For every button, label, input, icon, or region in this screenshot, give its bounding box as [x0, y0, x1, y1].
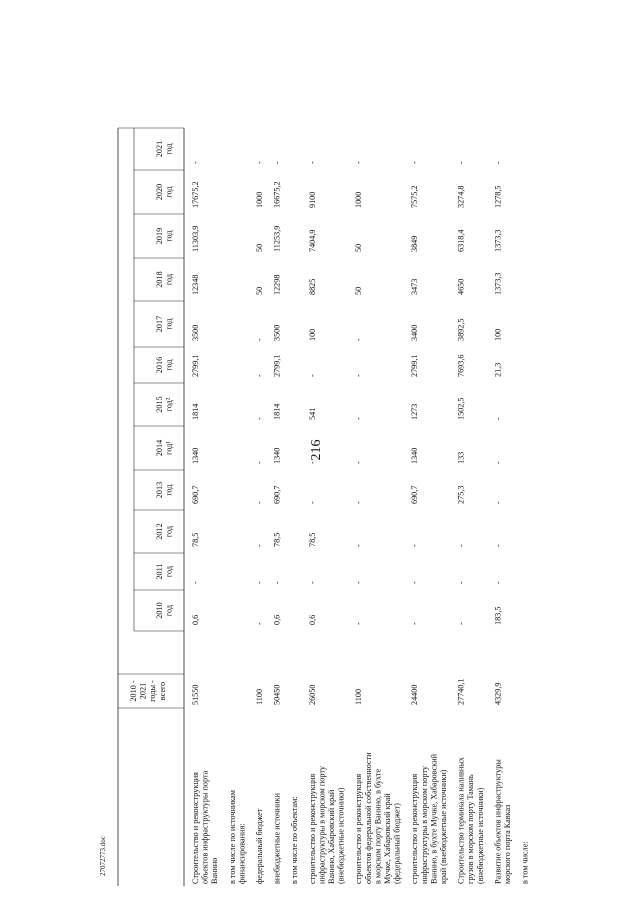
row-label-3: внебюджетные источники: [272, 793, 282, 884]
row-5-cell-7: -: [307, 374, 317, 377]
row-5-cell-12: -: [307, 161, 317, 164]
row-0-cell-2: -: [191, 581, 200, 584]
row-label-7: строительство и реконструкцияинфраструктуры в морском портуВанино, в бухте Мучке, Хабаровскийкрай (внебюджетные источники): [410, 754, 448, 884]
header-year-7: 2017год: [155, 315, 174, 333]
row-0-cell-11: 17675,2: [191, 181, 200, 208]
row-9-cell-4: -: [493, 501, 503, 504]
row-2-cell-0: 1100: [255, 688, 264, 705]
row-3-cell-8: 3500: [272, 324, 282, 341]
row-8-cell-5: 133: [456, 451, 466, 464]
row-9-cell-10: 1373,3: [493, 229, 503, 252]
row-6-cell-1: -: [354, 622, 364, 625]
row-3-cell-10: 11253,9: [272, 225, 282, 252]
row-label-10: в том числе:: [520, 841, 530, 884]
header-year-10: 2020год: [155, 183, 174, 201]
row-9-cell-6: -: [493, 417, 503, 420]
row-8-cell-11: 3274,8: [456, 185, 466, 208]
row-3-cell-6: 1814: [272, 403, 282, 420]
row-2-cell-5: -: [255, 461, 264, 464]
row-2-cell-1: -: [255, 622, 264, 625]
row-3-cell-3: 78,5: [272, 532, 282, 547]
row-0-cell-12: -: [191, 161, 200, 164]
row-9-cell-9: 1373,3: [493, 272, 503, 295]
row-3-cell-5: 1340: [272, 447, 282, 464]
row-9-cell-3: -: [493, 544, 503, 547]
row-8-cell-10: 6318,4: [456, 229, 466, 252]
row-label-4: в том числе по объектам:: [290, 796, 300, 884]
row-2-cell-3: -: [255, 544, 264, 547]
row-6-cell-9: 50: [354, 286, 364, 295]
row-2-cell-6: -: [255, 417, 264, 420]
header-year-9: 2019год: [155, 227, 174, 245]
row-9-cell-7: 21,3: [493, 362, 503, 377]
row-8-cell-2: -: [456, 581, 466, 584]
footer-filename: 27072773.doc: [99, 836, 107, 876]
row-3-cell-0: 50450: [272, 684, 282, 705]
row-label-8: Строительство терминала наливныхгрузов в морском порту Тамань(внебюджетные источники): [456, 757, 485, 884]
row-8-cell-7: 7693,6: [456, 354, 466, 377]
row-5-cell-2: -: [307, 581, 317, 584]
row-8-cell-12: -: [456, 161, 466, 164]
row-9-cell-12: -: [493, 161, 503, 164]
row-label-1: в том числе по источникамфинансирования:: [227, 790, 247, 884]
row-0-cell-7: 2799,1: [191, 354, 200, 377]
row-5-cell-0: 26050: [307, 684, 317, 705]
row-9-cell-1: 183,5: [493, 606, 503, 625]
header-year-4: 2014год¹: [155, 439, 174, 457]
row-7-cell-11: 7575,2: [410, 185, 420, 208]
row-5-cell-6: 541: [307, 407, 317, 420]
row-5-cell-11: 9100: [307, 191, 317, 208]
row-label-5: строительство и реконструкцияинфраструктуры в морском портуВанино, Хабаровский край(внебюджетные источники): [307, 766, 346, 884]
row-3-cell-9: 12298: [272, 274, 282, 295]
header-year-8: 2018год: [155, 271, 174, 288]
row-2-cell-11: 1000: [255, 191, 264, 208]
row-7-cell-12: -: [410, 161, 420, 164]
row-6-cell-5: -: [354, 461, 364, 464]
row-0-cell-3: 78,5: [191, 532, 200, 547]
row-6-cell-4: -: [354, 501, 364, 504]
row-label-9: Развитие объектов инфраструктурыморского порта Кавказ: [493, 759, 512, 884]
header-year-2: 2012год: [155, 523, 174, 540]
row-0-cell-9: 12348: [191, 274, 200, 295]
header-year-5: 2015год²: [155, 396, 174, 413]
header-year-11: 2021год: [155, 140, 174, 158]
row-7-cell-4: 690,7: [410, 485, 420, 504]
row-6-cell-3: -: [354, 544, 364, 547]
row-3-cell-7: 2799,1: [272, 354, 282, 377]
row-2-cell-10: 50: [255, 243, 264, 252]
row-5-cell-3: 78,5: [307, 532, 317, 547]
row-5-cell-10: 7404,9: [307, 229, 317, 252]
row-8-cell-3: -: [456, 544, 466, 547]
row-7-cell-0: 24400: [410, 684, 420, 705]
row-8-cell-0: 27740,1: [456, 678, 466, 705]
row-6-cell-0: 1100: [354, 688, 364, 705]
row-0-cell-1: 0,6: [191, 614, 200, 625]
row-7-cell-9: 3473: [410, 278, 420, 295]
row-8-cell-4: 275,3: [456, 485, 466, 504]
row-3-cell-4: 690,7: [272, 485, 282, 504]
row-9-cell-5: -: [493, 461, 503, 464]
row-2-cell-7: -: [255, 374, 264, 377]
row-7-cell-3: -: [410, 544, 420, 547]
row-6-cell-7: -: [354, 374, 364, 377]
budget-table: [118, 128, 530, 886]
page-number: 216: [309, 439, 324, 461]
row-6-cell-2: -: [354, 581, 364, 584]
row-2-cell-2: -: [255, 581, 264, 584]
row-5-cell-1: 0,6: [307, 614, 317, 625]
row-9-cell-2: -: [493, 581, 503, 584]
row-2-cell-9: 50: [255, 286, 264, 295]
row-0-cell-8: 3500: [191, 324, 200, 341]
row-6-cell-11: 1000: [354, 191, 364, 208]
row-6-cell-6: -: [354, 417, 364, 420]
row-8-cell-1: -: [456, 622, 466, 625]
row-3-cell-2: -: [272, 581, 282, 584]
header-year-0: 2010год: [155, 602, 174, 619]
row-3-cell-11: 16675,2: [272, 181, 282, 208]
row-5-cell-4: -: [307, 501, 317, 504]
row-2-cell-12: -: [255, 161, 264, 164]
row-2-cell-4: -: [255, 501, 264, 504]
row-7-cell-2: -: [410, 581, 420, 584]
row-0-cell-6: 1814: [191, 403, 200, 420]
row-0-cell-10: 11303,9: [191, 225, 200, 252]
row-6-cell-8: -: [354, 338, 364, 341]
row-5-cell-5: -: [307, 461, 317, 464]
row-0-cell-0: 51550: [191, 684, 200, 705]
row-7-cell-7: 2799,1: [410, 354, 420, 377]
header-year-3: 2013год: [155, 481, 174, 499]
header-total: 2010 -2021годы -всего: [129, 680, 167, 702]
row-7-cell-6: 1273: [410, 403, 420, 420]
header-year-1: 2011год: [155, 563, 174, 580]
row-8-cell-6: 1502,5: [456, 397, 466, 420]
row-6-cell-12: -: [354, 161, 364, 164]
row-label-0: Строительство и реконструкцияобъектов инфраструктуры портаВанино: [191, 770, 220, 884]
row-8-cell-9: 4650: [456, 278, 466, 295]
row-3-cell-12: -: [272, 161, 282, 164]
row-9-cell-0: 4329,9: [493, 682, 503, 705]
row-7-cell-1: -: [410, 622, 420, 625]
row-label-6: строительство и реконструкцияобъектов федеральной собственностив морском порту Ванино, в бухтеМучке, Хабаровский край(федеральный бюджет): [354, 752, 402, 884]
row-7-cell-8: 3400: [410, 324, 420, 341]
row-5-cell-8: 100: [307, 328, 317, 341]
row-6-cell-10: 50: [354, 243, 364, 252]
row-0-cell-4: 690,7: [191, 485, 200, 504]
header-year-6: 2016год: [155, 356, 174, 374]
row-8-cell-8: 3892,5: [456, 318, 466, 341]
row-7-cell-5: 1340: [410, 447, 420, 464]
row-9-cell-11: 1278,5: [493, 185, 503, 208]
row-3-cell-1: 0,6: [272, 614, 282, 625]
row-7-cell-10: 3849: [410, 235, 420, 252]
row-9-cell-8: 100: [493, 328, 503, 341]
row-5-cell-9: 8825: [307, 278, 317, 295]
row-0-cell-5: 1340: [191, 447, 200, 464]
row-2-cell-8: -: [255, 338, 264, 341]
row-label-2: федеральный бюджет: [255, 808, 264, 884]
